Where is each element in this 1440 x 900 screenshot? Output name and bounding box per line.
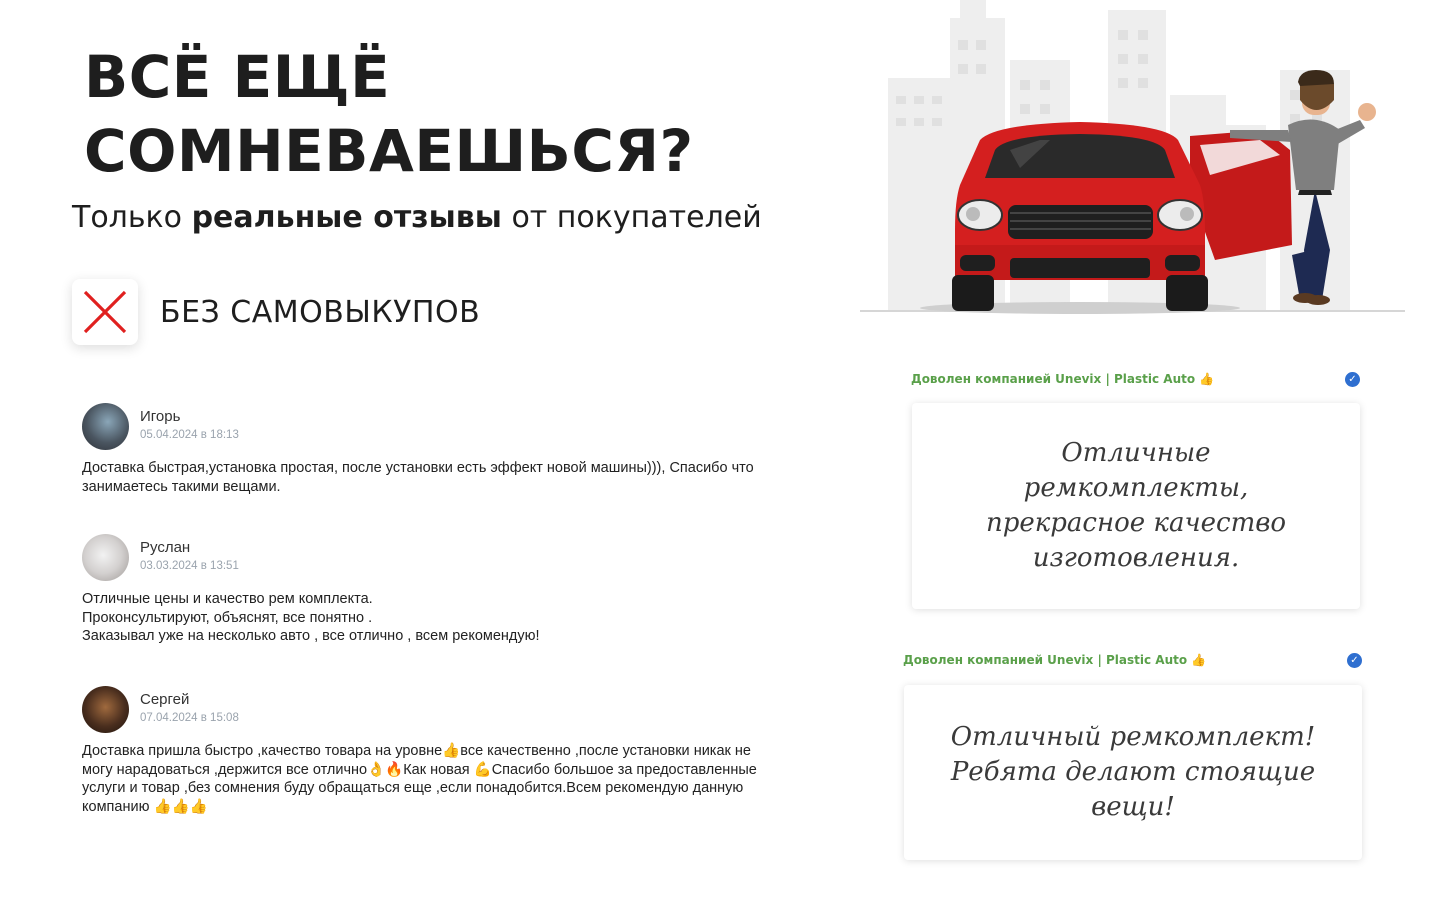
card-text: Отличный ремкомплект! Ребята делают стоящие вещи! [950, 722, 1316, 822]
page-title [84, 40, 804, 188]
review-card [904, 685, 1362, 860]
avatar [82, 534, 129, 581]
review-card [912, 403, 1360, 609]
subtitle-suffix: от покупателей [511, 200, 762, 235]
avatar [82, 403, 129, 450]
review-item [82, 686, 802, 816]
car-illustration [860, 0, 1405, 320]
no-fake-badge [72, 279, 480, 345]
card-header [903, 653, 1206, 667]
review-date: 03.03.2024 в 13:51 [140, 560, 239, 572]
check-circle-icon: ✓ [1345, 372, 1360, 387]
review-date: 07.04.2024 в 15:08 [140, 712, 239, 724]
card-text: Отличные ремкомплекты, прекрасное качество изготовления. [985, 438, 1287, 573]
review-date: 05.04.2024 в 18:13 [140, 429, 239, 441]
subtitle [72, 200, 762, 235]
title-line-1: ВСЁ ЕЩЁ [84, 43, 391, 111]
reviewer-name: Руслан [140, 539, 191, 556]
review-item [82, 534, 802, 646]
thumbs-up-icon: 👍 [1191, 653, 1207, 667]
no-fake-label: БЕЗ САМОВЫКУПОВ [160, 294, 481, 330]
review-item [82, 403, 802, 496]
close-icon [72, 279, 138, 345]
title-line-2: СОМНЕВАЕШЬСЯ? [84, 117, 694, 185]
card-header-text: Доволен компанией Unevix | Plastic Auto [911, 372, 1196, 386]
review-text: Отличные цены и качество рем комплекта. Проконсультируют, объяснят, все понятно . Заказывал уже на несколько авто , все отлично , всем рекомендую! [82, 591, 540, 644]
card-header [911, 372, 1214, 386]
thumbs-up-icon: 👍 [1199, 372, 1215, 386]
reviewer-name: Игорь [140, 408, 181, 425]
card-header-text: Доволен компанией Unevix | Plastic Auto [903, 653, 1188, 667]
subtitle-prefix: Только [72, 200, 183, 235]
reviewer-name: Сергей [140, 691, 190, 708]
avatar [82, 686, 129, 733]
review-text: Доставка быстрая,установка простая, после установки есть эффект новой машины))), Спасибо что занимаетесь такими вещами. [82, 460, 754, 495]
check-circle-icon: ✓ [1347, 653, 1362, 668]
subtitle-bold: реальные отзывы [191, 200, 502, 235]
review-text: Доставка пришла быстро ,качество товара на уровне👍все качественно ,после установки никак не могу нарадоваться ,держится все отлично👌🔥Как новая 💪Спасибо большое за предоставленные услуги и товар ,без сомнения буду обращаться еще ,если понадобится.Всем рекомендую данную компанию 👍👍👍 [82, 743, 757, 815]
